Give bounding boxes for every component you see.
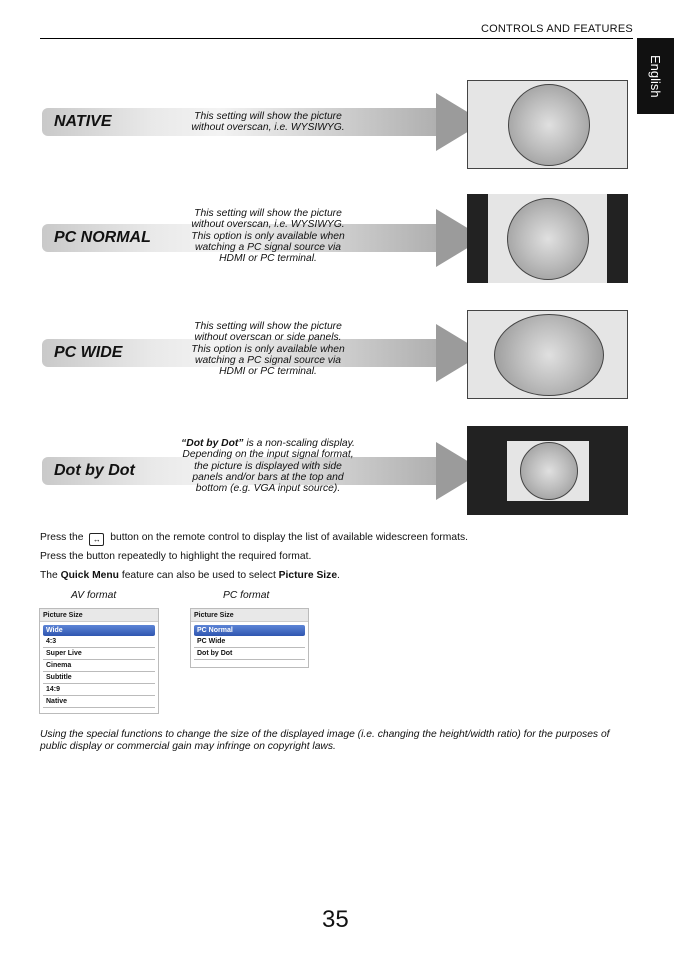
pc-normal-desc-line: This setting will show the picture bbox=[194, 208, 342, 219]
pc-normal-desc-line: without overscan, i.e. WYSIWYG. bbox=[191, 219, 345, 231]
pc-normal-mode-label: PC NORMAL bbox=[54, 229, 151, 246]
pc-normal-screen bbox=[467, 194, 628, 283]
pc-wide-description bbox=[168, 321, 368, 377]
pc-normal-description bbox=[168, 208, 368, 264]
pc-normal-picture-circle bbox=[507, 198, 589, 280]
menu-item-native[interactable]: Native bbox=[43, 696, 155, 708]
dot-by-dot-desc-line: bottom (e.g. VGA input source). bbox=[195, 483, 341, 495]
pc-wide-desc-line: watching a PC signal source via bbox=[195, 354, 341, 366]
menu-item-super-live[interactable]: Super Live bbox=[43, 648, 155, 660]
pc-picture-size-menu bbox=[190, 608, 309, 668]
av-format-caption: AV format bbox=[71, 590, 117, 601]
instruction-line-2: Press the button repeatedly to highlight the required format. bbox=[40, 551, 312, 562]
dot-by-dot-picture-circle bbox=[520, 442, 578, 500]
pc-wide-desc-line: This option is only available when bbox=[191, 343, 345, 355]
pc-wide-mode-label: PC WIDE bbox=[54, 344, 123, 361]
native-mode-label: NATIVE bbox=[54, 113, 112, 130]
dot-by-dot-screen bbox=[467, 426, 628, 515]
language-tab bbox=[637, 38, 674, 114]
menu-item-wide[interactable]: Wide bbox=[43, 625, 155, 636]
menu-item-pc-normal[interactable]: PC Normal bbox=[194, 625, 305, 636]
pc-wide-desc-line: without overscan or side panels. bbox=[194, 332, 342, 344]
pc-format-caption: PC format bbox=[223, 590, 270, 601]
native-description bbox=[168, 111, 368, 134]
dot-by-dot-desc-line: Depending on the input signal format, bbox=[182, 449, 354, 461]
dot-by-dot-mode-label: Dot by Dot bbox=[54, 462, 135, 479]
instruction-text: feature can also be used to select bbox=[118, 570, 279, 581]
instruction-text: Press the bbox=[40, 532, 84, 543]
dot-by-dot-desc-line: the picture is displayed with side bbox=[194, 460, 342, 472]
menu-title: Picture Size bbox=[40, 609, 158, 622]
pc-normal-desc-line: This option is only available when bbox=[191, 230, 345, 242]
pc-wide-desc-line: HDMI or PC terminal. bbox=[219, 366, 317, 378]
picture-size-term: Picture Size bbox=[278, 570, 338, 581]
widescreen-button-icon: ↔ bbox=[89, 533, 104, 546]
dot-by-dot-desc-first-line bbox=[168, 438, 368, 449]
native-desc-line: This setting will show the picture bbox=[194, 111, 342, 122]
av-picture-size-menu bbox=[39, 608, 159, 714]
pc-wide-screen bbox=[467, 310, 628, 399]
native-picture-circle bbox=[508, 84, 590, 166]
pc-wide-picture-ellipse bbox=[494, 314, 604, 396]
page-number: 35 bbox=[322, 906, 349, 933]
dot-by-dot-desc-rest: is a non-scaling display. bbox=[243, 438, 355, 449]
section-header: CONTROLS AND FEATURES bbox=[481, 23, 633, 35]
instruction-text: button on the remote control to display the list of available widescreen formats. bbox=[110, 532, 468, 543]
native-screen bbox=[467, 80, 628, 169]
quick-menu-term: Quick Menu bbox=[60, 570, 119, 581]
menu-item-14-9[interactable]: 14:9 bbox=[43, 684, 155, 696]
instruction-text: . bbox=[337, 570, 340, 581]
menu-item-cinema[interactable]: Cinema bbox=[43, 660, 155, 672]
native-desc-line: without overscan, i.e. WYSIWYG. bbox=[191, 122, 345, 134]
copyright-note: Using the special functions to change the size of the displayed image (i.e. changing the height/width ratio) for the purposes of public display or commercial gain may infringe on copyright laws. bbox=[40, 729, 610, 752]
header-rule bbox=[40, 38, 633, 39]
language-tab-label: English bbox=[648, 54, 663, 98]
instruction-line-3 bbox=[40, 570, 340, 581]
dot-by-dot-desc-bold: “Dot by Dot” bbox=[181, 438, 244, 449]
pc-normal-desc-line: watching a PC signal source via bbox=[195, 241, 341, 253]
menu-item-subtitle[interactable]: Subtitle bbox=[43, 672, 155, 684]
pc-normal-desc-line: HDMI or PC terminal. bbox=[219, 253, 317, 265]
instruction-line-1 bbox=[40, 532, 468, 546]
menu-item-dot-by-dot[interactable]: Dot by Dot bbox=[194, 648, 305, 660]
menu-title: Picture Size bbox=[191, 609, 308, 622]
pc-wide-desc-line: This setting will show the picture bbox=[194, 321, 342, 332]
dot-by-dot-description bbox=[168, 438, 368, 494]
menu-item-4-3[interactable]: 4:3 bbox=[43, 636, 155, 648]
dot-by-dot-desc-line: panels and/or bars at the top and bbox=[192, 471, 344, 483]
menu-item-pc-wide[interactable]: PC Wide bbox=[194, 636, 305, 648]
instruction-text: The bbox=[40, 570, 61, 581]
